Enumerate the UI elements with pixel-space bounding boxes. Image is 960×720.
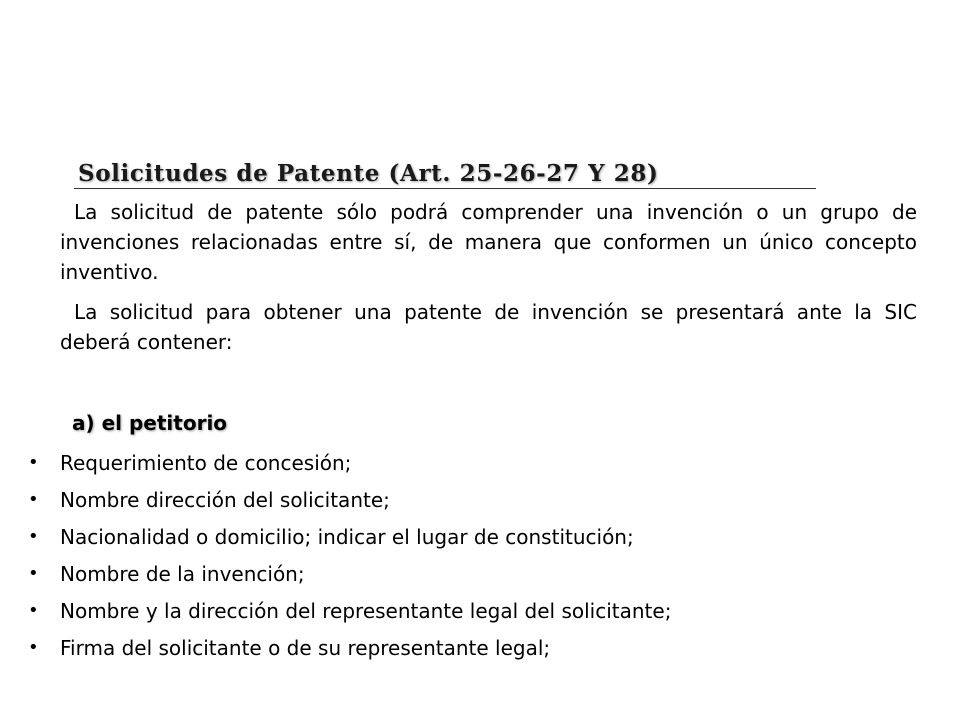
petitorio-list [0,445,960,667]
list-item-text: Nombre dirección del solicitante; [60,488,390,512]
subheading-petitorio: a) el petitorio [72,411,228,435]
bullet-icon: • [28,637,39,658]
bullet-icon: • [28,452,39,473]
list-item [0,445,960,482]
bullet-icon: • [28,489,39,510]
list-item [0,482,960,519]
list-item [0,593,960,630]
section-heading-block [74,160,816,192]
list-item-text: Nombre y la dirección del representante legal del solicitante; [60,599,672,623]
list-item-text: Requerimiento de concesión; [60,451,352,475]
section-heading: Solicitudes de Patente (Art. 25-26-27 Y 28) [78,160,659,187]
bullet-icon: • [28,526,39,547]
paragraph-requirements: La solicitud para obtener una patente de invención se presentará ante la SIC deberá contener: [60,300,917,354]
list-item [0,519,960,556]
list-item-text: Nombre de la invención; [60,562,305,586]
heading-underline [74,188,816,189]
bullet-icon: • [28,563,39,584]
list-item [0,630,960,667]
list-item-text: Firma del solicitante o de su representante legal; [60,636,551,660]
list-item-text: Nacionalidad o domicilio; indicar el lugar de constitución; [60,525,634,549]
paragraph-scope: La solicitud de patente sólo podrá comprender una invención o un grupo de invenciones relacionadas entre sí, de manera que conformen un único concepto inventivo. [60,200,917,284]
list-item [0,556,960,593]
bullet-icon: • [28,600,39,621]
